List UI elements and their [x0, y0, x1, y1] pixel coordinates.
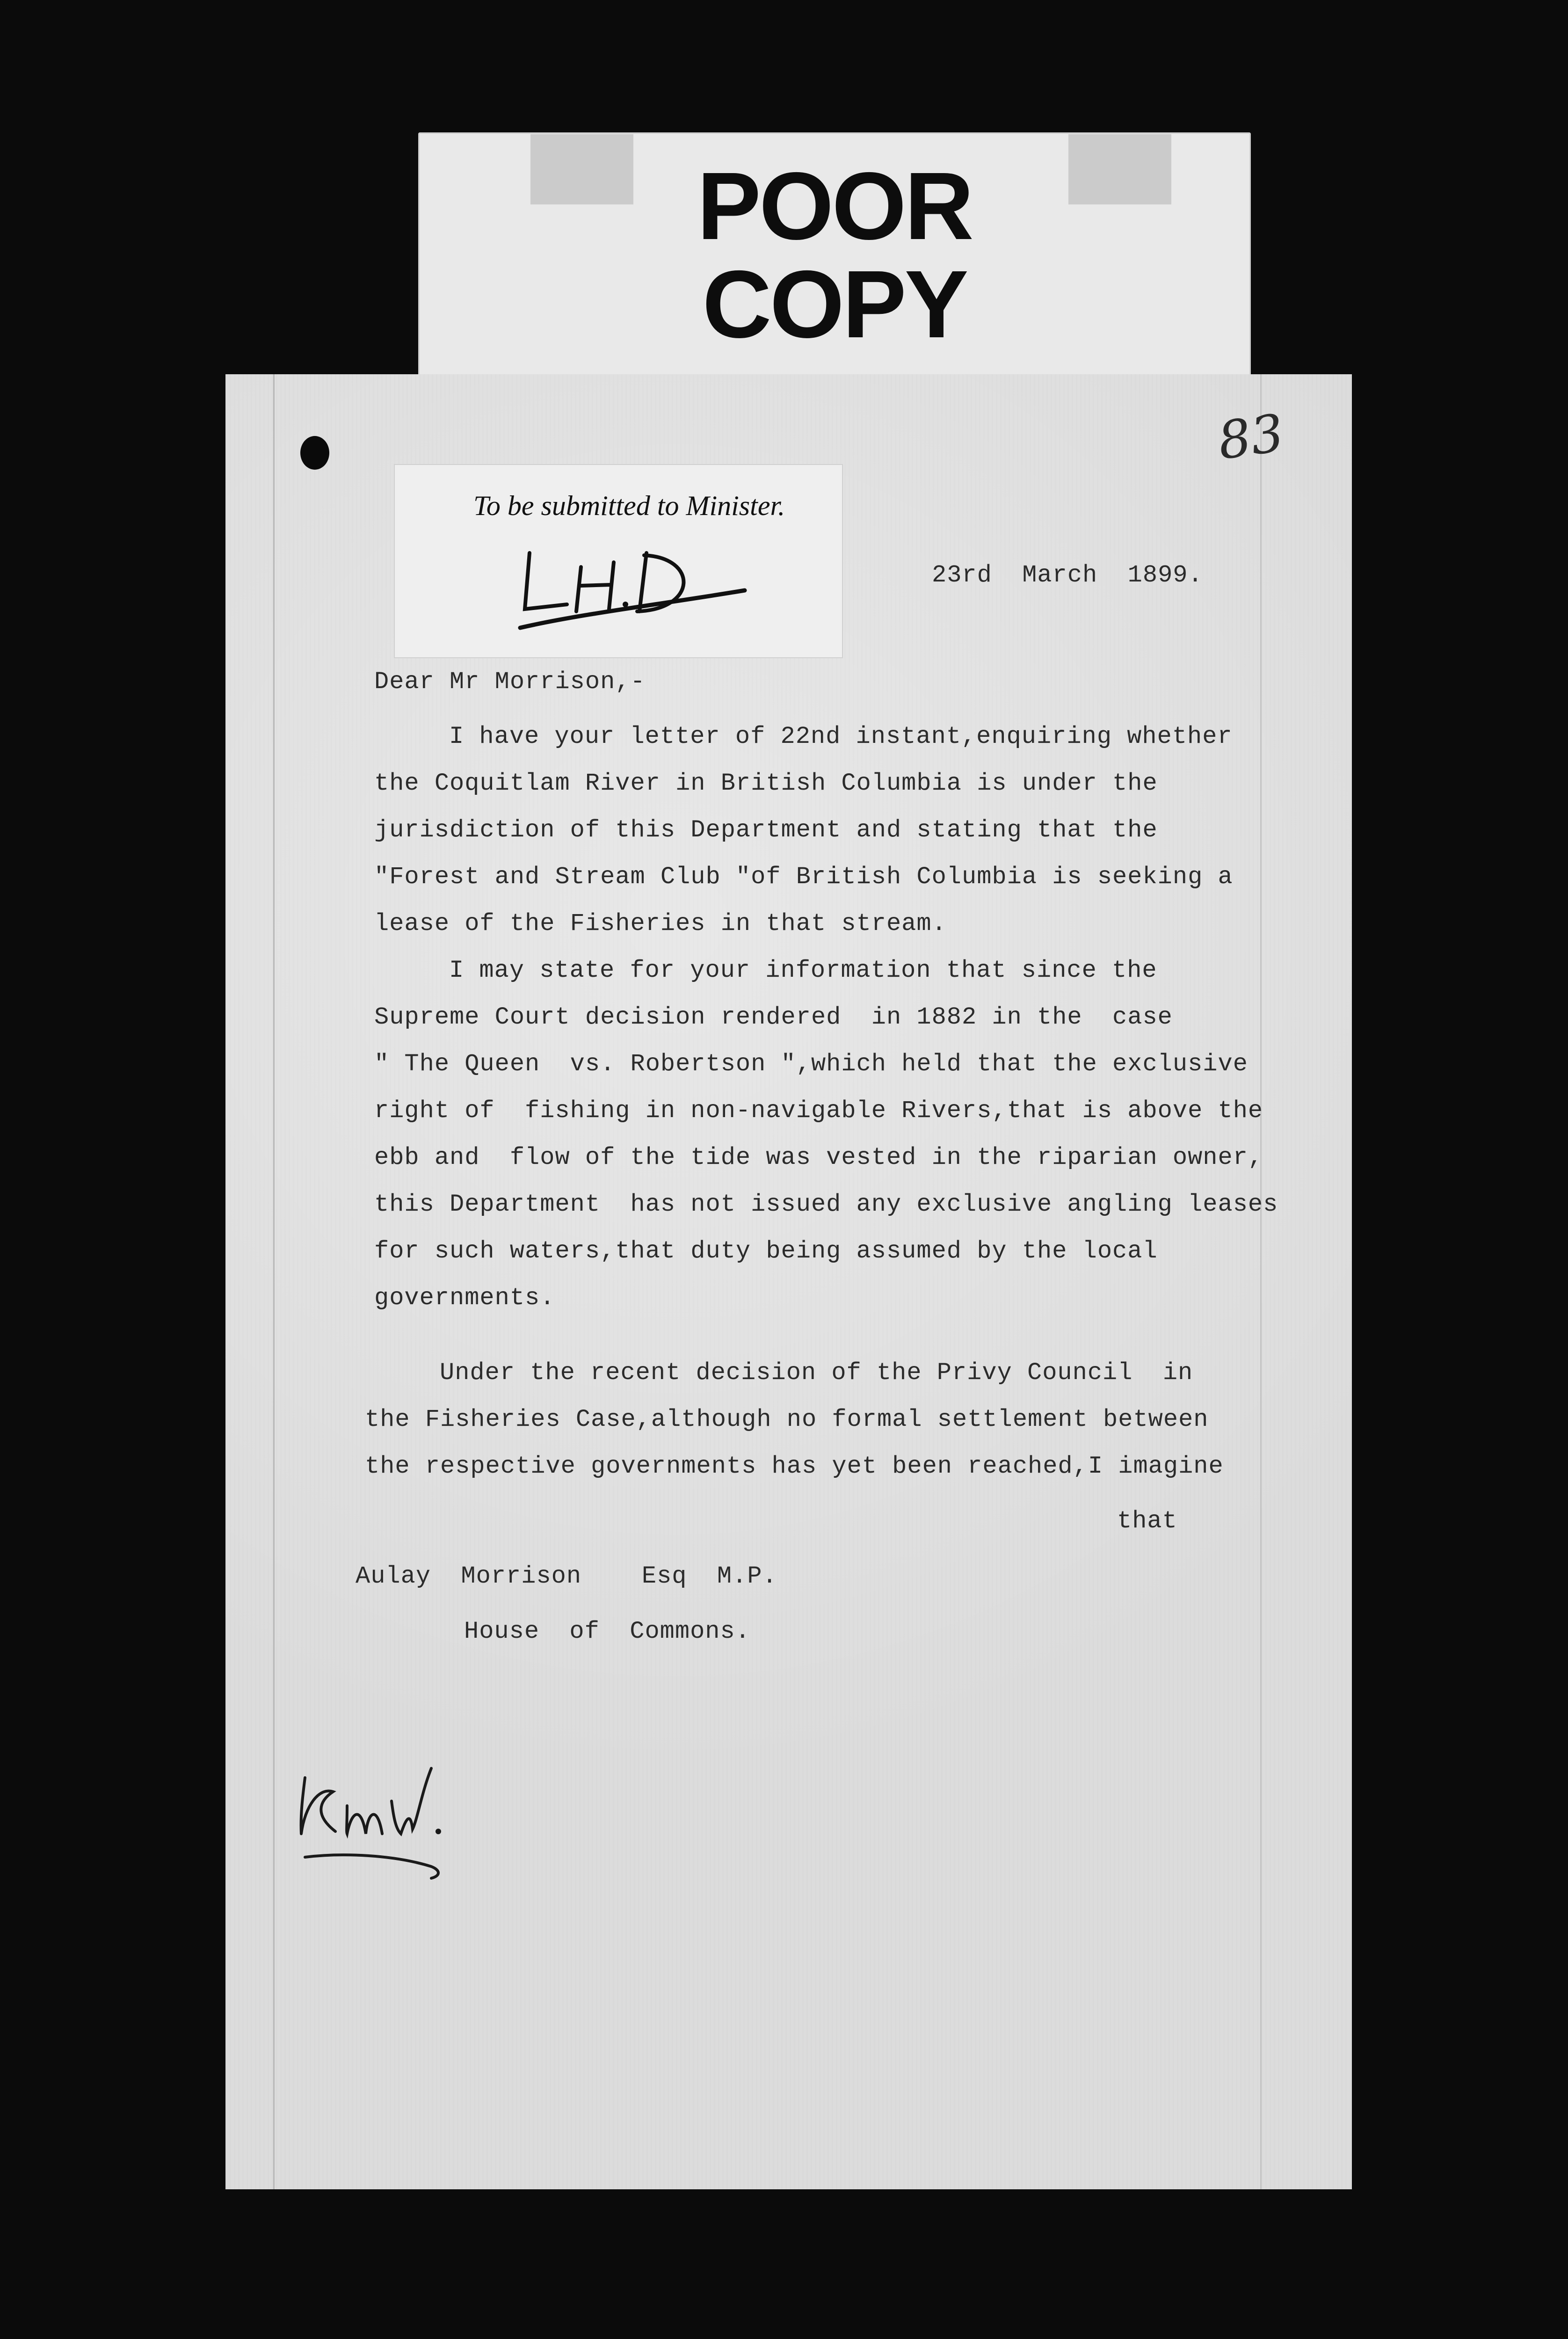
stamp-text: To be submitted to Minister. [473, 490, 785, 521]
addressee-name: Aulay Morrison Esq M.P. [356, 1562, 777, 1590]
body-line: I have your letter of 22nd instant,enquiring whether [449, 723, 1233, 750]
page-margin-line [273, 374, 275, 2189]
addressee-address: House of Commons. [464, 1618, 750, 1645]
salutation: Dear Mr Morrison,- [374, 668, 646, 696]
body-line: Supreme Court decision rendered in 1882 in the case [374, 1003, 1173, 1031]
page-number: 83 [1214, 402, 1288, 472]
stamp-initials-signature [511, 534, 754, 637]
body-line: jurisdiction of this Department and stating that the [374, 816, 1158, 844]
body-line: " The Queen vs. Robertson ",which held that the exclusive [374, 1050, 1248, 1078]
body-line: for such waters,that duty being assumed by the local [374, 1237, 1158, 1265]
body-line: the Coquitlam River in British Columbia is under the [374, 770, 1158, 797]
body-line: "Forest and Stream Club "of British Columbia is seeking a [374, 863, 1233, 891]
body-line: the respective governments has yet been reached,I imagine [365, 1453, 1224, 1480]
body-line: this Department has not issued any exclusive angling leases [374, 1191, 1278, 1218]
poor-copy-line-1: POOR [697, 153, 972, 260]
poor-copy-label [418, 132, 1251, 383]
letter-page [225, 374, 1352, 2189]
body-line: ebb and flow of the tide was vested in the riparian owner, [374, 1144, 1263, 1171]
body-line: Under the recent decision of the Privy Council in [440, 1359, 1193, 1387]
body-line: the Fisheries Case,although no formal settlement between [365, 1406, 1209, 1433]
closing-initials-signature [291, 1750, 469, 1881]
body-line: I may state for your information that since the [449, 957, 1157, 984]
page-fold-line [1260, 374, 1262, 2189]
hole-punch [300, 436, 329, 470]
body-line: governments. [374, 1284, 555, 1312]
letter-date: 23rd March 1899. [932, 561, 1203, 589]
body-line: lease of the Fisheries in that stream. [374, 910, 947, 937]
poor-copy-line-2: COPY [702, 251, 967, 358]
body-line: right of fishing in non-navigable Rivers,that is above the [374, 1097, 1263, 1125]
continuation-word: that [1117, 1507, 1177, 1535]
minister-stamp [394, 464, 843, 658]
